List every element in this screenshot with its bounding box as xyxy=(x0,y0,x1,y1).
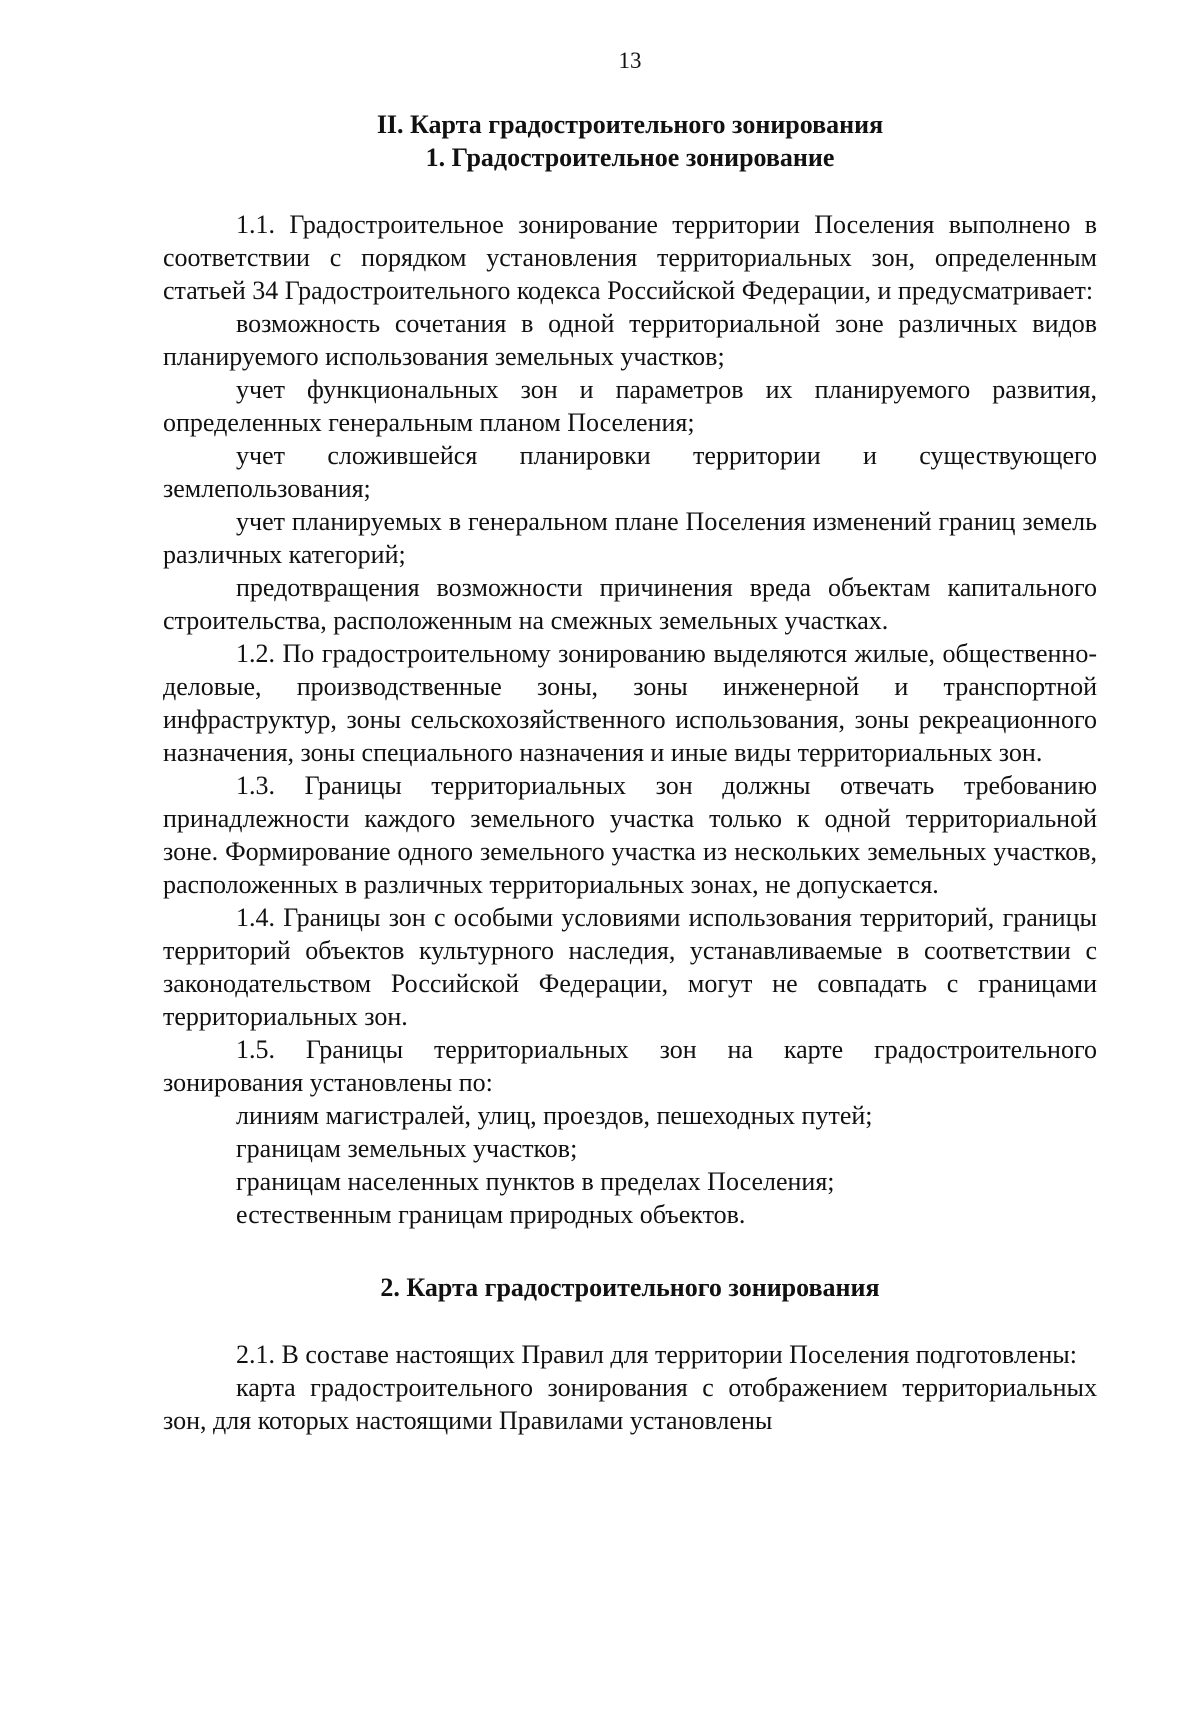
paragraph-1-5: 1.5. Границы территориальных зон на карте градостроительного зонирования установлены по: xyxy=(163,1035,1097,1097)
paragraph-item: учет планируемых в генеральном плане Поселения изменений границ земель различных категорий; xyxy=(163,507,1097,569)
paragraph-item: учет функциональных зон и параметров их планируемого развития, определенных генеральным планом Поселения; xyxy=(163,375,1097,437)
list-item: линиям магистралей, улиц, проездов, пешеходных путей; xyxy=(236,1101,873,1130)
paragraph-item: возможность сочетания в одной территориальной зоне различных видов планируемого использования земельных участков; xyxy=(163,309,1097,371)
list-item: границам населенных пунктов в пределах Поселения; xyxy=(236,1167,835,1196)
page-number: 13 xyxy=(618,48,642,73)
list-item: естественным границам природных объектов. xyxy=(236,1200,746,1229)
paragraph-1-3: 1.3. Границы территориальных зон должны отвечать требованию принадлежности каждого земельного участка только к одной территориальной зоне. Формирование одного земельного участка из нескольких земельных участков, расположенных в различных территориальных зонах, не допускается. xyxy=(163,771,1097,899)
document-body xyxy=(163,108,1097,1437)
paragraph-item: предотвращения возможности причинения вреда объектам капитального строительства, расположенным на смежных земельных участках. xyxy=(163,573,1097,635)
paragraph-item: учет сложившейся планировки территории и существующего землепользования; xyxy=(163,441,1097,503)
list-item: границам земельных участков; xyxy=(236,1134,578,1163)
paragraph-1-1: 1.1. Градостроительное зонирование территории Поселения выполнено в соответствии с порядком установления территориальных зон, определенным статьей 34 Градостроительного кодекса Российской Федерации, и предусматривает: xyxy=(163,210,1097,305)
paragraph-1-4: 1.4. Границы зон с особыми условиями использования территорий, границы территорий объектов культурного наследия, устанавливаемые в соответствии с законодательством Российской Федерации, могут не совпадать с границами территориальных зон. xyxy=(163,903,1097,1031)
section-title: II. Карта градостроительного зонирования xyxy=(376,110,884,139)
paragraph-1-2: 1.2. По градостроительному зонированию выделяются жилые, общественно-деловые, производственные зоны, зоны инженерной и транспортной инфраструктур, зоны сельскохозяйственного использования, зоны рекреационного назначения, зоны специального назначения и иные виды территориальных зон. xyxy=(163,639,1097,767)
subsection-title-2: 2. Карта градостроительного зонирования xyxy=(380,1273,880,1302)
paragraph-item: карта градостроительного зонирования с отображением территориальных зон, для которых настоящими Правилами установлены xyxy=(163,1373,1097,1435)
paragraph-2-1: 2.1. В составе настоящих Правил для территории Поселения подготовлены: xyxy=(236,1340,1077,1369)
subsection-title-1: 1. Градостроительное зонирование xyxy=(425,143,835,172)
